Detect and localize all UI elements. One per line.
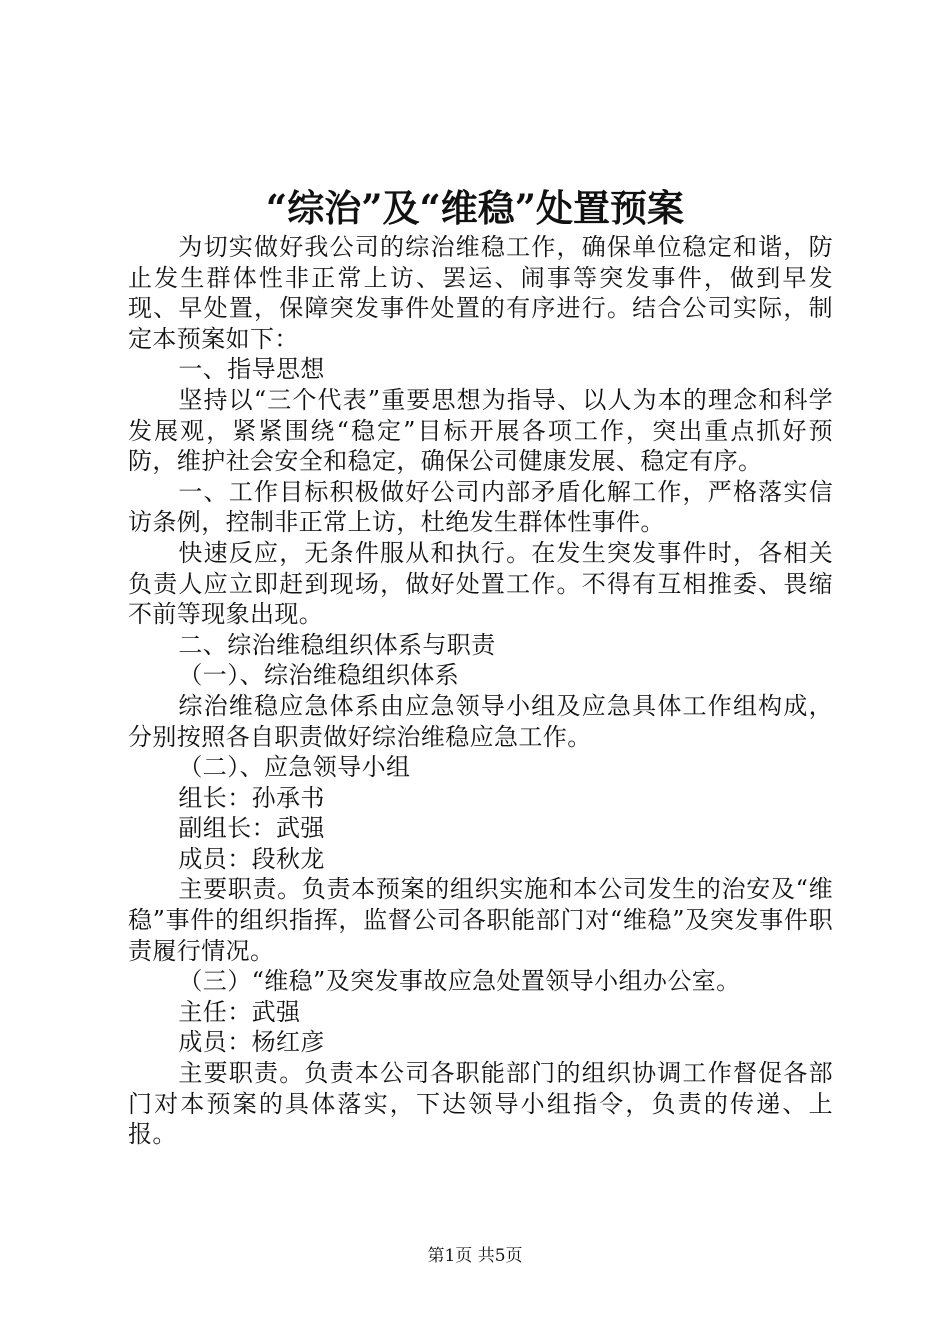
heading-organization-system: （一）、综治维稳组织体系 [178,661,460,690]
deputy-leader-line: 副组长：武强 [178,814,325,843]
office-member-line: 成员：杨红彦 [178,1028,325,1057]
leader-line: 组长：孙承书 [178,783,325,812]
heading-organization-duties: 二、综治维稳组织体系与职责 [178,630,496,659]
heading-leading-group: （二）、应急领导小组 [178,753,411,782]
paragraph-rapid-response: 快速反应，无条件服从和执行。在发生突发事件时，各相关负责人应立即赶到现场，做好处置工作。不得有互相推委、畏缩不前等现象出现。 [128,538,833,629]
heading-office: （三）“维稳”及突发事故应急处置领导小组办公室。 [178,967,741,996]
paragraph-organization-system: 综治维稳应急体系由应急领导小组及应急具体工作组构成，分别按照各自职责做好综治维稳应急工作。 [128,691,833,751]
paragraph-guiding-ideology: 坚持以“三个代表”重要思想为指导、以人为本的理念和科学发展观，紧紧围绕“稳定”目标开展各项工作，突出重点抓好预防，维护社会安全和稳定，确保公司健康发展、稳定有序。 [128,385,833,476]
heading-guiding-ideology: 一、指导思想 [178,355,325,384]
paragraph-intro: 为切实做好我公司的综治维稳工作，确保单位稳定和谐，防止发生群体性非正常上访、罢运、闹事等突发事件，做到早发现、早处置，保障突发事件处置的有序进行。结合公司实际，制定本预案如下： [128,233,833,353]
member-line: 成员：段秋龙 [178,844,325,873]
page-number-footer: 第1页 共5页 [427,1246,523,1266]
document-body [128,232,833,1150]
paragraph-work-goal: 一、工作目标积极做好公司内部矛盾化解工作，严格落实信访条例，控制非正常上访，杜绝发生群体性事件。 [128,477,833,537]
document-title: “综治”及“维稳”处置预案 [265,186,685,230]
director-line: 主任：武强 [178,997,301,1026]
paragraph-leading-group-duties: 主要职责。负责本预案的组织实施和本公司发生的治安及“维稳”事件的组织指挥，监督公司各职能部门对“维稳”及突发事件职责履行情况。 [128,875,833,965]
paragraph-office-duties: 主要职责。负责本公司各职能部门的组织协调工作督促各部门对本预案的具体落实，下达领导小组指令，负责的传递、上报。 [128,1059,833,1149]
